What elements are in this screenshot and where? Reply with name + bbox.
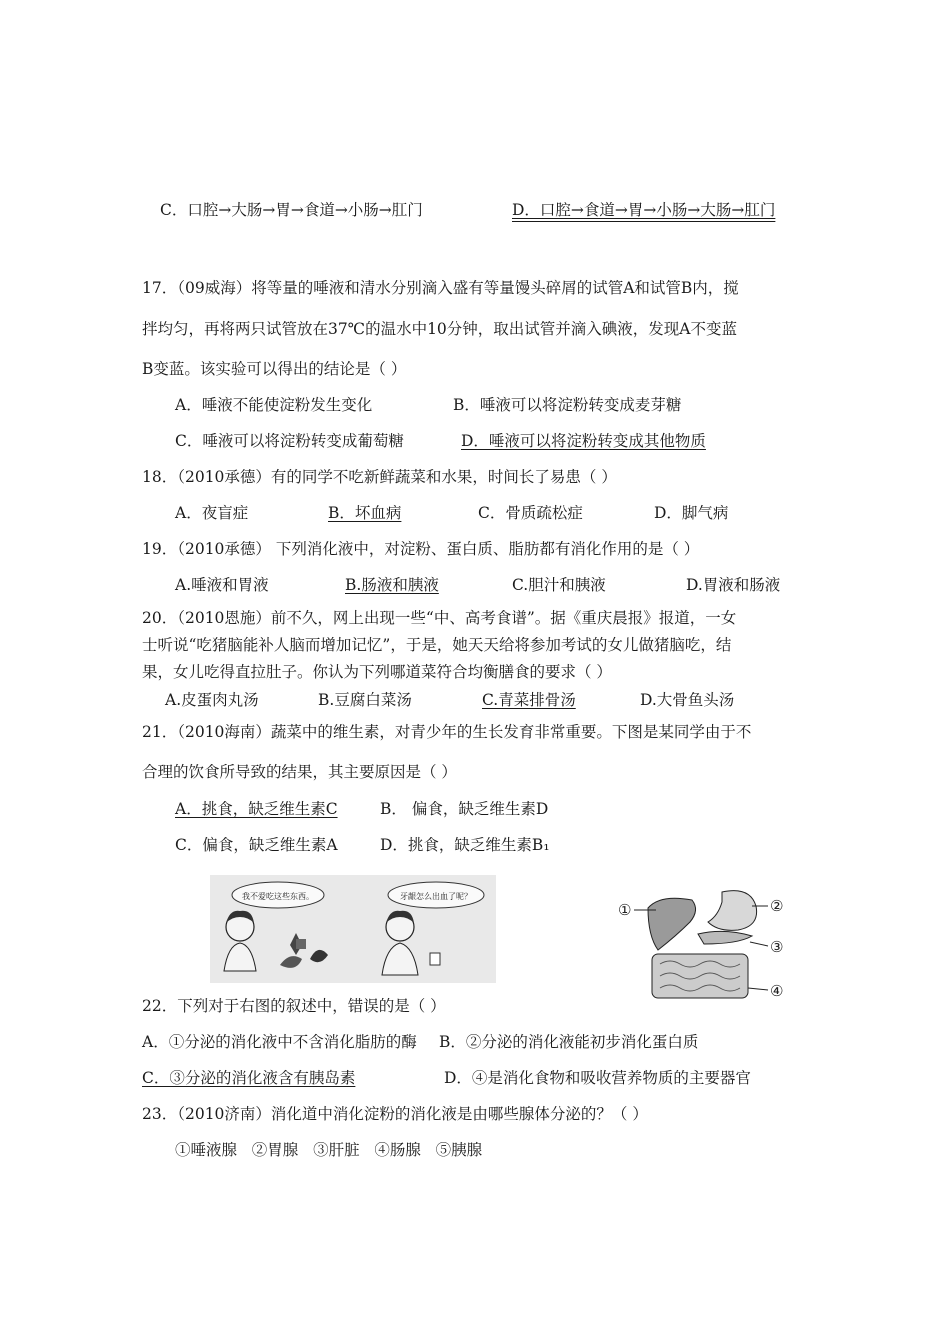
q20-option-b: B.豆腐白菜汤: [318, 691, 412, 709]
q21-option-a: A．挑食，缺乏维生素C: [175, 800, 338, 818]
q22-stem: 22．下列对于右图的叙述中，错误的是（ ）: [142, 997, 446, 1015]
q19-option-b: B.肠液和胰液: [345, 576, 439, 594]
digestive-organs-figure: [600, 880, 790, 1000]
diagram-label-4: ④: [770, 982, 784, 1000]
q17-option-b: B．唾液可以将淀粉转变成麦芽糖: [453, 396, 682, 414]
q23-stem: 23．（2010济南）消化道中消化淀粉的消化液是由哪些腺体分泌的？（ ）: [142, 1105, 648, 1123]
q20-stem-line3: 果，女儿吃得直拉肚子。你认为下列哪道菜符合均衡膳食的要求（ ）: [142, 663, 612, 681]
q21-stem-line2: 合理的饮食所导致的结果，其主要原因是（ ）: [142, 763, 457, 781]
q16-option-d: D．口腔→食道→胃→小肠→大肠→肛门: [512, 201, 776, 219]
bubble-right-text: 牙龈怎么出血了呢？: [400, 892, 472, 901]
q18-option-b: B．坏血病: [328, 504, 402, 522]
q17-stem-line3: B变蓝。该实验可以得出的结论是（ ）: [142, 360, 407, 378]
q20-option-d: D.大骨鱼头汤: [640, 691, 735, 709]
q22-option-a: A．①分泌的消化液中不含消化脂肪的酶: [142, 1033, 417, 1051]
q20-stem-line2: 士听说“吃猪脑能补人脑而增加记忆”，于是，她天天给将参加考试的女儿做猪脑吃，结: [142, 636, 732, 654]
q21-stem-line1: 21．（2010海南）蔬菜中的维生素，对青少年的生长发育非常重要。下图是某同学由于不: [142, 723, 752, 741]
liver-shape: [648, 898, 696, 950]
q22-option-d: D．④是消化食物和吸收营养物质的主要器官: [444, 1069, 751, 1087]
q20-stem-line1: 20．（2010恩施）前不久，网上出现一些“中、高考食谱”。据《重庆晨报》报道，一女: [142, 609, 737, 627]
q18-stem: 18．（2010承德）有的同学不吃新鲜蔬菜和水果，时间长了易患（ ）: [142, 468, 617, 486]
q16-option-c: C．口腔→大肠→胃→食道→小肠→肛门: [160, 201, 423, 219]
bubble-left-text: 我不爱吃这些东西。: [242, 892, 314, 901]
q17-option-d: D．唾液可以将淀粉转变成其他物质: [461, 432, 706, 450]
digestive-system-diagram: [600, 880, 790, 1000]
diagram-label-1: ①: [618, 901, 632, 919]
q23-options: ①唾液腺 ②胃腺 ③肝脏 ④肠腺 ⑤胰腺: [175, 1141, 483, 1159]
q21-option-c: C．偏食，缺乏维生素A: [175, 836, 338, 854]
q19-option-d: D.胃液和肠液: [686, 576, 781, 594]
q19-stem: 19．（2010承德） 下列消化液中，对淀粉、蛋白质、脂肪都有消化作用的是（ ）: [142, 540, 700, 558]
q21-option-b: B． 偏食，缺乏维生素D: [380, 800, 549, 818]
q21-option-d: D．挑食，缺乏维生素B₁: [380, 836, 550, 854]
q19-option-a: A.唾液和胃液: [175, 576, 269, 594]
diagram-label-3: ③: [770, 938, 784, 956]
q18-option-c: C．骨质疏松症: [478, 504, 583, 522]
q17-stem-line1: 17．（09威海）将等量的唾液和清水分别滴入盛有等量馒头碎屑的试管A和试管B内，搅: [142, 279, 739, 297]
q20-option-a: A.皮蛋肉丸汤: [165, 691, 259, 709]
cartoon-figure: [210, 875, 496, 983]
q17-option-c: C．唾液可以将淀粉转变成葡萄糖: [175, 432, 404, 450]
pancreas-shape: [698, 931, 752, 944]
diagram-label-2: ②: [770, 897, 784, 915]
q22-option-b: B．②分泌的消化液能初步消化蛋白质: [439, 1033, 699, 1051]
q22-option-c: C．③分泌的消化液含有胰岛素: [142, 1069, 356, 1087]
q18-option-d: D．脚气病: [654, 504, 729, 522]
q20-option-c: C.青菜排骨汤: [482, 691, 576, 709]
q19-option-c: C.胆汁和胰液: [512, 576, 606, 594]
q17-stem-line2: 拌均匀，再将两只试管放在37℃的温水中10分钟，取出试管并滴入碘液，发现A不变蓝: [142, 320, 737, 338]
stomach-shape: [708, 891, 757, 931]
cartoon-illustration: [210, 875, 496, 983]
q18-option-a: A．夜盲症: [175, 504, 249, 522]
q17-option-a: A．唾液不能使淀粉发生变化: [175, 396, 373, 414]
